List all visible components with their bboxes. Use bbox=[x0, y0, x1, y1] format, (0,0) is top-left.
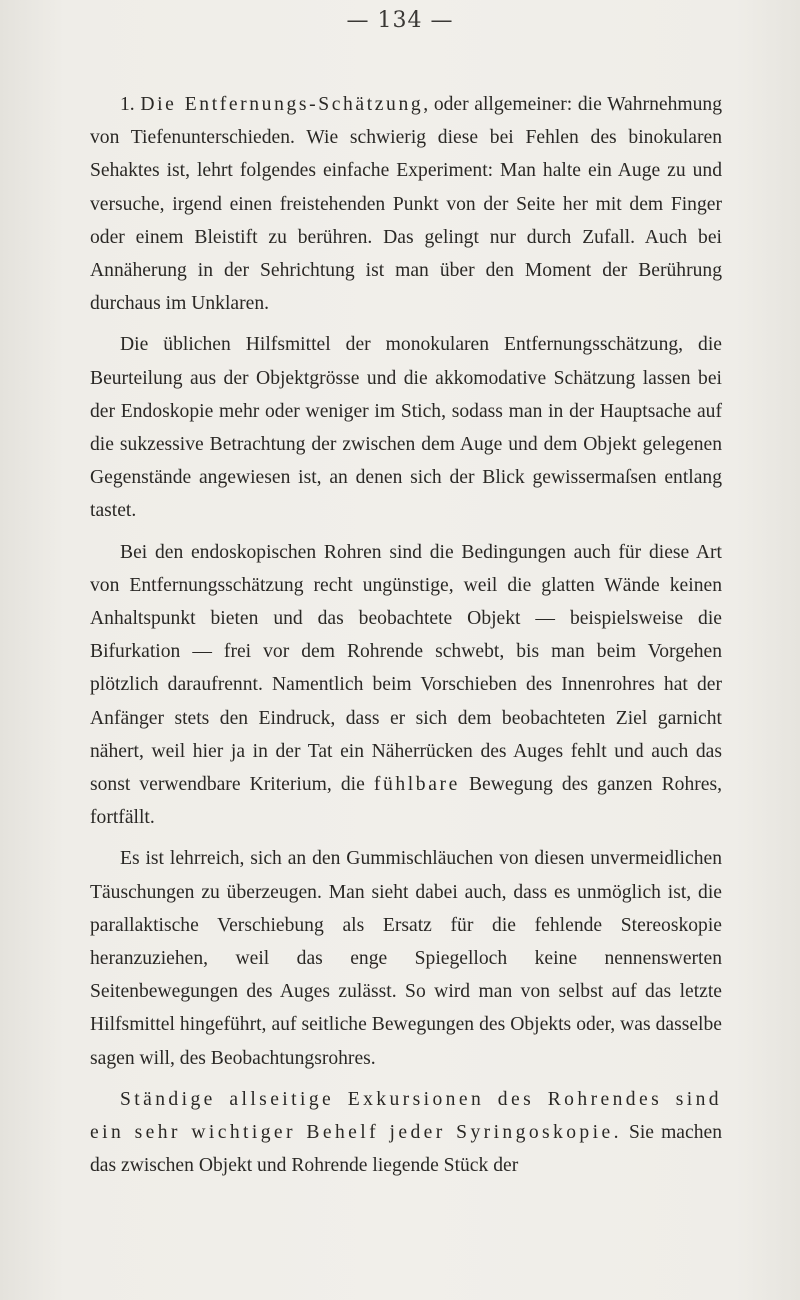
emphasis: Ständige allseitige Exkursionen des Rohrendes sind ein sehr wichtiger Behelf jeder Syringoskopie. bbox=[90, 1088, 722, 1144]
paragraph-4 bbox=[90, 842, 722, 1074]
paragraph-text: Bei den endoskopischen Rohren sind die Bedingungen auch für diese Art von Entfernungsschätzung recht ungünstige, weil die glatten Wände keinen Anhaltspunkt bieten und das beobachtete Objekt — beispielsweise die Bifurkation — frei vor dem Rohrende schwebt, bis man beim Vorgehen plötzlich daraufrennt. Namentlich beim Vorschieben des Innenrohres hat der Anfänger stets den Eindruck, dass er sich dem beobachteten Ziel garnicht nähert, weil hier ja in der Tat ein Näherrücken des Auges fehlt und auch das sonst verwendbare Kriterium, die bbox=[90, 541, 722, 796]
section-heading: Die Entfernungs-Schätzung bbox=[140, 94, 424, 115]
paragraph-2 bbox=[90, 328, 722, 527]
paragraph-3 bbox=[90, 536, 722, 835]
list-number: 1. bbox=[120, 94, 141, 115]
paragraph-text: , oder allgemeiner: die Wahrnehmung von Tiefenunterschieden. Wie schwierig diese bei Fehlen des binokularen Sehaktes ist, lehrt folgendes einfache Experiment: Man halte ein Auge zu und versuche, irgend einen freistehenden Punkt von der Seite her mit dem Finger oder einem Bleistift zu berühren. Das gelingt nur durch Zufall. Auch bei Annäherung in der Sehrichtung ist man über den Moment der Berührung durchaus im Unklaren. bbox=[90, 94, 722, 315]
paragraph-text: Die üblichen Hilfsmittel der monokularen Entfernungsschätzung, die Beurteilung aus der Objektgrösse und die akkomodative Schätzung lassen bei der Endoskopie mehr oder weniger im Stich, sodass man in der Hauptsache auf die sukzessive Betrachtung der zwischen dem Auge und dem Objekt gelegenen Gegenstände angewiesen ist, an denen sich der Blick gewissermaſsen entlang tastet. bbox=[90, 334, 722, 522]
paragraph-text: Es ist lehrreich, sich an den Gummischläuchen von diesen unvermeidlichen Täuschungen zu überzeugen. Man sieht dabei auch, dass es unmöglich ist, die parallaktische Verschiebung als Ersatz für die fehlende Stereoskopie heranzuziehen, weil das enge Spiegelloch keine nennenswerten Seitenbewegungen des Auges zulässt. So wird man von selbst auf das letzte Hilfsmittel hingeführt, auf seitliche Bewegungen des Objekts oder, was dasselbe sagen will, des Beobachtungsrohres. bbox=[90, 848, 722, 1069]
paragraph-1 bbox=[90, 88, 722, 320]
page-number: — 134 — bbox=[346, 8, 454, 33]
paragraph-text: Bewegung des ganzen Rohres, fortfällt. bbox=[90, 774, 723, 829]
paragraph-5 bbox=[90, 1083, 722, 1183]
emphasis: fühlbare bbox=[373, 774, 460, 796]
paragraph-text: Sie machen das zwischen Objekt und Rohrende liegende Stück der bbox=[90, 1122, 722, 1177]
body-text bbox=[90, 88, 722, 1191]
